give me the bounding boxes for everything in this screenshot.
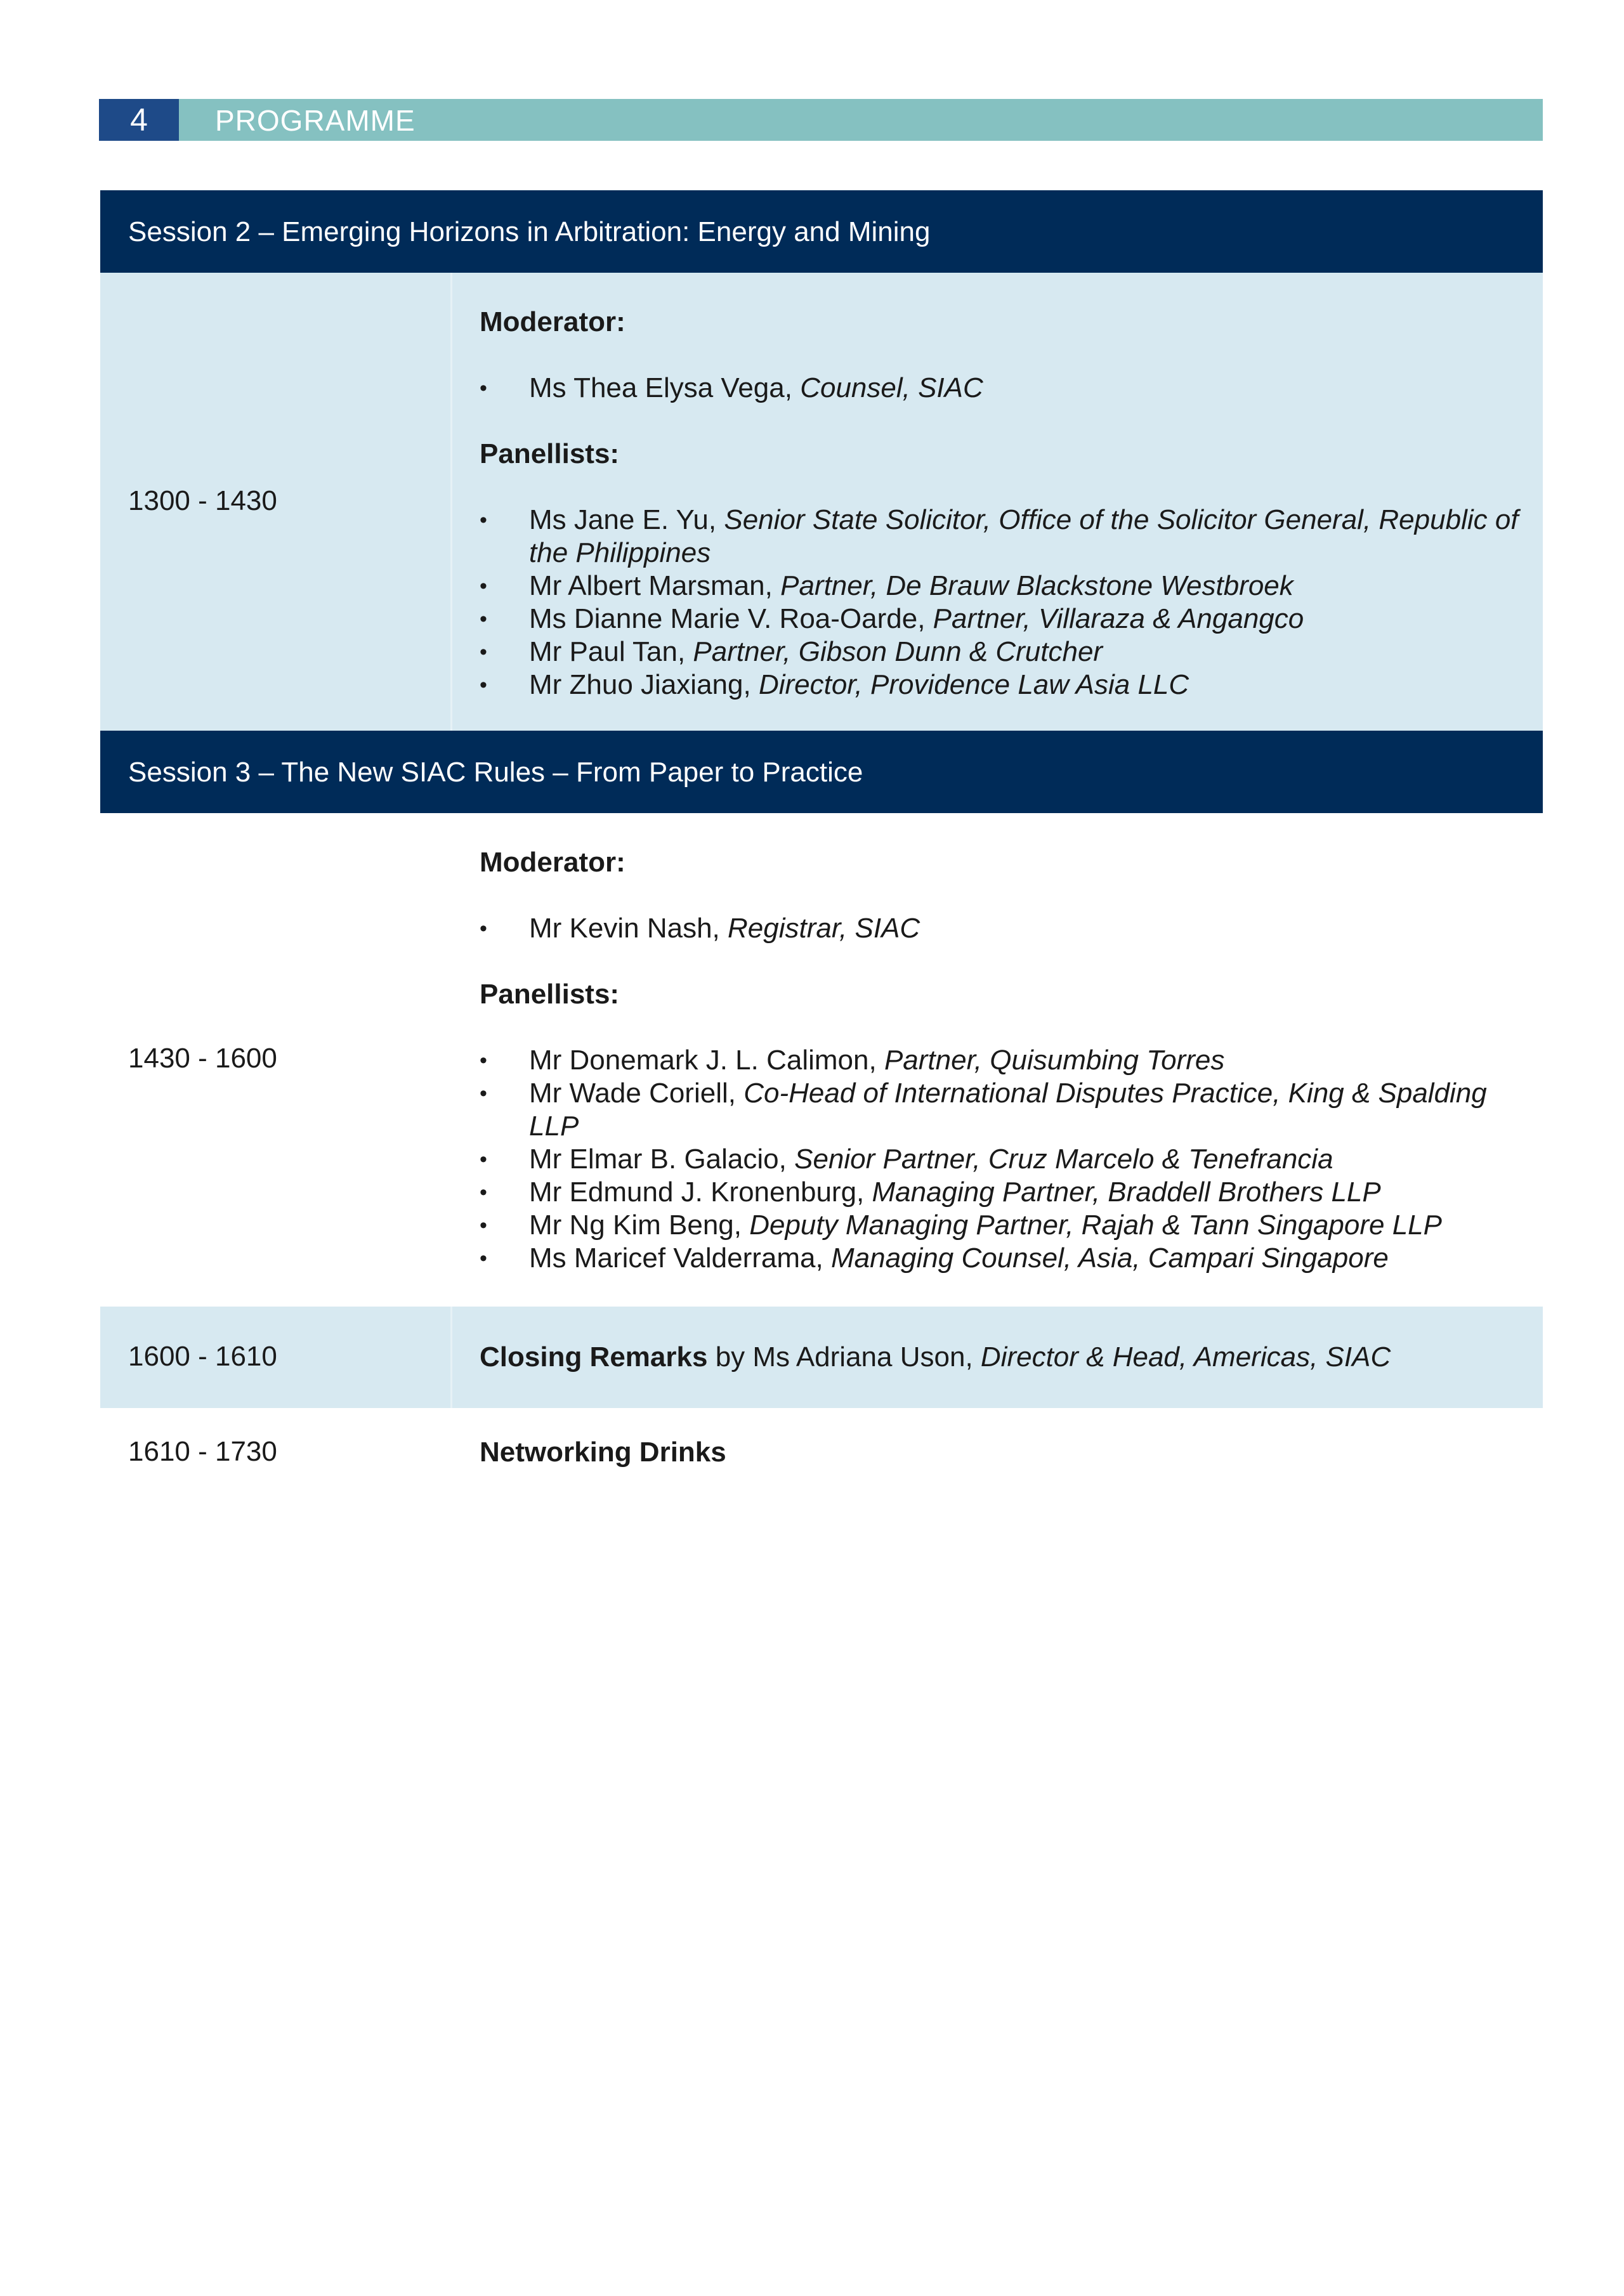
person-role: Counsel, SIAC	[800, 372, 983, 403]
list-item	[480, 1209, 1536, 1242]
person-name: Mr Ng Kim Beng,	[529, 1210, 750, 1241]
list-item	[480, 504, 1536, 570]
person-role: Deputy Managing Partner, Rajah & Tann Singapore LLP	[749, 1210, 1442, 1241]
person-name: Mr Donemark J. L. Calimon,	[529, 1045, 884, 1076]
column-divider	[450, 273, 452, 731]
bullet-icon: •	[480, 916, 487, 941]
person-role: Partner, De Brauw Blackstone Westbroek	[780, 570, 1293, 601]
list-item	[480, 669, 1536, 701]
list-item	[480, 1143, 1536, 1176]
page-header	[99, 99, 1543, 141]
bullet-icon: •	[480, 1081, 487, 1106]
bullet-icon: •	[480, 1180, 487, 1204]
list-item	[480, 603, 1536, 636]
person-role: Senior Partner, Cruz Marcelo & Tenefrancia	[794, 1144, 1333, 1175]
session-2-row	[100, 273, 1543, 731]
bullet-icon: •	[480, 508, 487, 532]
person-name: Mr Albert Marsman,	[529, 570, 781, 601]
session-2-time: 1300 - 1430	[128, 485, 277, 516]
closing-label: Closing Remarks	[480, 1341, 708, 1373]
panellists-label: Panellists:	[480, 438, 620, 469]
person-name: Mr Zhuo Jiaxiang,	[529, 669, 759, 700]
person-role: Managing Partner, Braddell Brothers LLP	[872, 1177, 1381, 1208]
closing-by: by Ms Adriana Uson,	[707, 1341, 981, 1373]
person-role: Co-Head of International Disputes Practice, King & Spalding LLP	[529, 1078, 1487, 1142]
person-role: Senior State Solicitor, Office of the Solicitor General, Republic of the Philippines	[529, 504, 1519, 568]
person-name: Mr Kevin Nash,	[529, 913, 728, 944]
bullet-icon: •	[480, 673, 487, 697]
person-name: Ms Jane E. Yu,	[529, 504, 724, 535]
bullet-icon: •	[480, 574, 487, 598]
moderator-label: Moderator:	[480, 847, 625, 878]
panellist-list	[480, 1044, 1536, 1275]
session-2-title: Session 2 – Emerging Horizons in Arbitration: Energy and Mining	[100, 190, 1543, 273]
bullet-icon: •	[480, 1213, 487, 1237]
panellist-list	[480, 504, 1536, 701]
closing-role: Director & Head, Americas, SIAC	[980, 1341, 1391, 1373]
session-3-content	[480, 846, 1536, 1275]
person-role: Director, Providence Law Asia LLC	[758, 669, 1189, 700]
session-2-content	[480, 306, 1536, 701]
moderator-list	[480, 372, 1536, 405]
list-item	[480, 1077, 1536, 1143]
person-name: Ms Thea Elysa Vega,	[529, 372, 801, 403]
list-item	[480, 372, 1536, 405]
list-item	[480, 1176, 1536, 1209]
list-item	[480, 570, 1536, 603]
list-item	[480, 1242, 1536, 1275]
person-role: Managing Counsel, Asia, Campari Singapore	[830, 1243, 1389, 1274]
person-name: Mr Wade Coriell,	[529, 1078, 744, 1109]
bullet-icon: •	[480, 1147, 487, 1171]
closing-time: 1600 - 1610	[128, 1341, 277, 1372]
list-item	[480, 912, 1536, 945]
page-number: 4	[99, 99, 179, 141]
list-item	[480, 1044, 1536, 1077]
moderator-list	[480, 912, 1536, 945]
list-item	[480, 636, 1536, 669]
person-name: Mr Edmund J. Kronenburg,	[529, 1177, 872, 1208]
closing-text	[480, 1341, 1391, 1374]
moderator-label: Moderator:	[480, 306, 625, 337]
person-role: Partner, Gibson Dunn & Crutcher	[693, 636, 1103, 667]
person-role: Partner, Villaraza & Angangco	[933, 603, 1304, 634]
session-3-title: Session 3 – The New SIAC Rules – From Paper to Practice	[100, 731, 1543, 813]
person-role: Registrar, SIAC	[727, 913, 920, 944]
bullet-icon: •	[480, 640, 487, 664]
session-3-row	[100, 813, 1543, 1307]
panellists-label: Panellists:	[480, 979, 620, 1010]
bullet-icon: •	[480, 1246, 487, 1270]
column-divider	[450, 1307, 452, 1408]
networking-time: 1610 - 1730	[128, 1436, 277, 1467]
person-role: Partner, Quisumbing Torres	[884, 1045, 1225, 1076]
networking-label: Networking Drinks	[480, 1437, 726, 1468]
bullet-icon: •	[480, 1048, 487, 1073]
bullet-icon: •	[480, 376, 487, 400]
networking-row	[100, 1408, 1543, 1503]
bullet-icon: •	[480, 607, 487, 631]
person-name: Mr Paul Tan,	[529, 636, 693, 667]
page-title: PROGRAMME	[215, 104, 416, 137]
person-name: Ms Maricef Valderrama,	[529, 1243, 831, 1274]
session-3-time: 1430 - 1600	[128, 1043, 277, 1074]
person-name: Ms Dianne Marie V. Roa-Oarde,	[529, 603, 933, 634]
person-name: Mr Elmar B. Galacio,	[529, 1144, 795, 1175]
closing-row	[100, 1307, 1543, 1408]
